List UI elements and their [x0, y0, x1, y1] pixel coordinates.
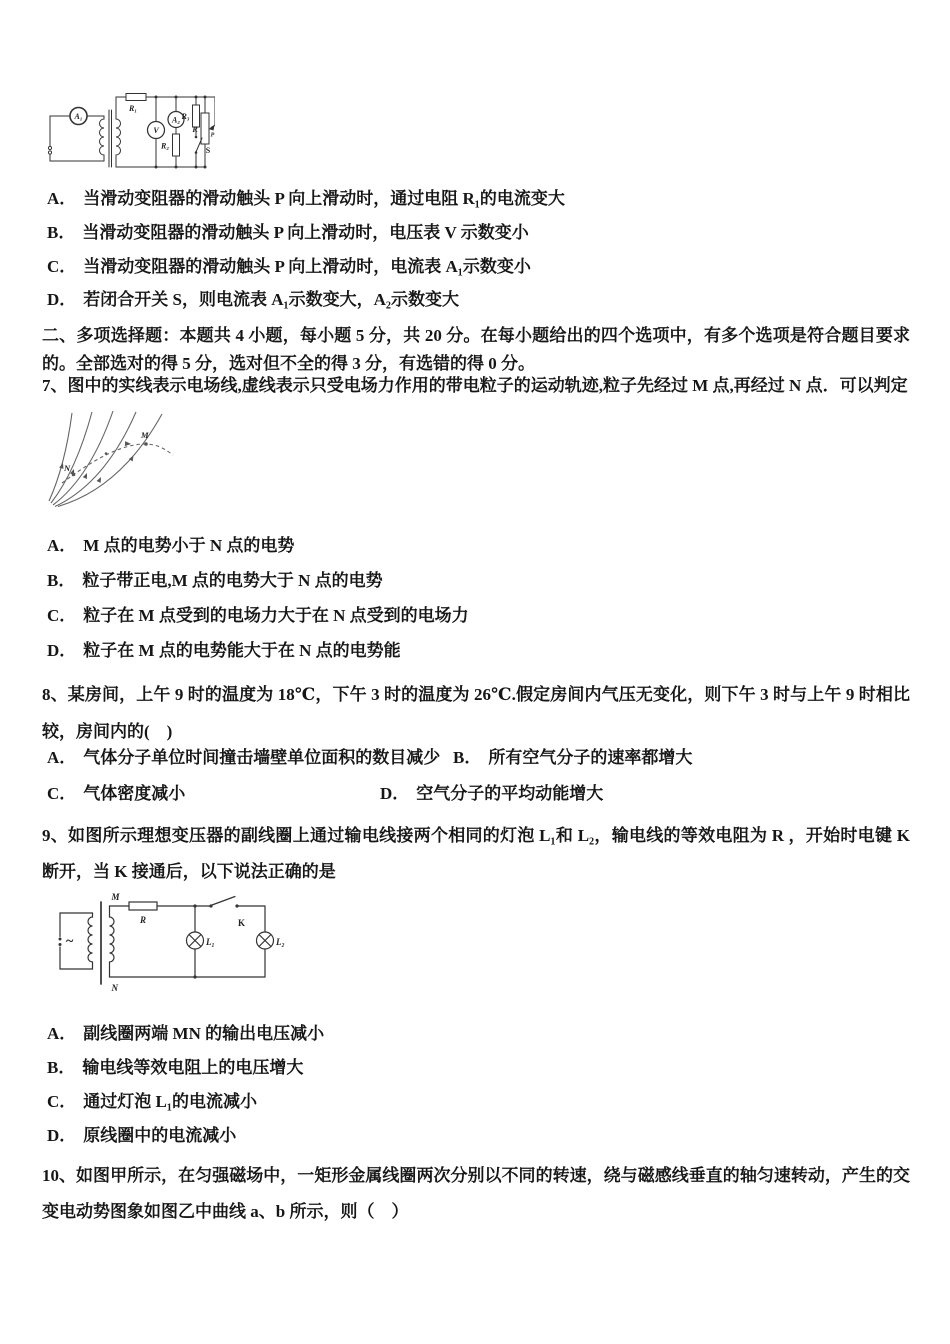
option-text: 原线圈中的电流减小	[83, 1126, 237, 1145]
field-line-2	[51, 412, 92, 503]
label-m: M	[141, 430, 149, 440]
option-letter: D．	[47, 641, 77, 660]
point-n-dot	[72, 473, 76, 477]
question-10-stem: 10、如图甲所示，在匀强磁场中，一矩形金属线圈两次分别以不同的转速，绕与磁感线垂直的轴匀速转动，产生的交变电动势图象如图乙中曲线 a、b 所示，则（ ）	[42, 1166, 910, 1221]
option-7d	[47, 641, 401, 661]
field-lines-figure	[45, 407, 205, 507]
primary-coil	[50, 116, 104, 161]
line-resistance-r-symbol	[129, 902, 157, 910]
option-7c	[47, 606, 469, 626]
option-text: 粒子在 M 点受到的电场力大于在 N 点受到的电场力	[83, 606, 469, 625]
source-terminal-top	[48, 146, 51, 149]
option-7a	[47, 536, 294, 556]
label-r2: R₂	[160, 141, 170, 151]
option-letter: B．	[47, 1058, 76, 1077]
option-letter: A．	[47, 189, 77, 208]
option-text: 若闭合开关 S，则电流表 A₁示数变大，A₂示数变大	[83, 290, 459, 309]
option-text: 粒子带正电,M 点的电势大于 N 点的电势	[82, 571, 383, 590]
option-letter: D．	[47, 1126, 77, 1145]
option-letter: B．	[453, 748, 482, 767]
option-letter: C．	[47, 257, 77, 276]
option-text: 气体分子单位时间撞击墙壁单位面积的数目减少	[83, 748, 441, 767]
field-arrow-3	[83, 472, 89, 479]
option-8b	[453, 748, 692, 768]
source-terminal-bottom	[48, 151, 51, 154]
option-text: 粒子在 M 点的电势能大于在 N 点的电势能	[83, 641, 401, 660]
option-text: 当滑动变阻器的滑动触头 P 向上滑动时，电压表 V 示数变小	[82, 223, 529, 242]
secondary-coil	[116, 97, 121, 167]
option-text: 所有空气分子的速率都增大	[488, 748, 693, 767]
field-line-3	[53, 411, 113, 505]
resistor-r2-symbol	[173, 134, 180, 156]
option-8c	[47, 784, 185, 804]
label-slider-p: P	[210, 132, 215, 139]
option-8d	[380, 784, 603, 804]
option-text: 输电线等效电阻上的电压增大	[82, 1058, 304, 1077]
label-l1: L₁	[206, 937, 215, 947]
label-switch-s: S	[205, 146, 211, 155]
question-8-stem: 8、某房间，上午 9 时的温度为 18℃，下午 3 时的温度为 26℃.假定房间内气压无变化，则下午 3 时与上午 9 时相比较，房间内的( )	[42, 685, 910, 741]
option-6d	[47, 290, 459, 310]
option-9c	[47, 1092, 257, 1112]
label-voltmeter: V	[153, 126, 159, 135]
switch-k-blade	[212, 897, 235, 906]
label-n: N	[64, 463, 71, 473]
label-rheostat-r: R	[192, 125, 198, 134]
option-letter: C．	[47, 784, 77, 803]
option-letter: D．	[380, 784, 410, 803]
option-text: 当滑动变阻器的滑动触头 P 向上滑动时，电流表 A₁示数变小	[83, 257, 531, 276]
primary-coil	[60, 913, 93, 969]
resistor-r3-symbol	[193, 105, 200, 127]
secondary-coil	[110, 906, 115, 977]
option-7b	[47, 571, 383, 591]
question-9-stem: 9、如图所示理想变压器的副线圈上通过输电线接两个相同的灯泡 L₁和 L₂，输电线的等效电阻为 R ，开始时电键 K 断开，当 K 接通后，以下说法正确的是	[42, 826, 910, 881]
label-a1: A₁	[74, 112, 83, 121]
resistor-r1-symbol	[126, 94, 146, 101]
option-9a	[47, 1024, 324, 1044]
label-r1: R₁	[128, 104, 138, 113]
option-text: 空气分子的平均动能增大	[416, 784, 604, 803]
label-l2: L₂	[276, 937, 285, 947]
option-6c	[47, 257, 531, 277]
option-text: M 点的电势小于 N 点的电势	[83, 536, 295, 555]
option-9b	[47, 1058, 303, 1078]
option-letter: A．	[47, 536, 77, 555]
option-text: 通过灯泡 L₁的电流减小	[83, 1092, 257, 1111]
rheostat-r-symbol	[201, 113, 209, 144]
option-letter: C．	[47, 1092, 77, 1111]
label-a2: A₂	[171, 115, 181, 125]
option-letter: D．	[47, 290, 77, 309]
field-line-5	[58, 414, 162, 507]
lamp-l1-cross	[189, 935, 201, 947]
field-line-1	[49, 413, 72, 501]
lamp-l2-cross	[259, 935, 271, 947]
transformer-core	[109, 110, 112, 167]
field-arrow-4	[97, 476, 103, 483]
label-m: M	[111, 892, 120, 902]
option-text: 当滑动变阻器的滑动触头 P 向上滑动时，通过电阻 R₁的电流变大	[83, 189, 565, 208]
question-7-stem: 7、图中的实线表示电场线,虚线表示只受电场力作用的带电粒子的运动轨迹,粒子先经过 M 点,再经过 N 点．可以判定	[42, 376, 908, 395]
particle-trajectory	[62, 444, 173, 483]
option-letter: A．	[47, 748, 77, 767]
section-2-heading: 二、多项选择题：本题共 4 小题，每小题 5 分，共 20 分。在每小题给出的四个选项中，有多个选项是符合题目要求的。全部选对的得 5 分，选对但不全的得 3 分，有选错的得 0 分。	[42, 326, 910, 373]
label-ac-source: ~	[66, 934, 74, 949]
option-letter: C．	[47, 606, 77, 625]
option-9d	[47, 1126, 236, 1146]
source-terminal-top	[59, 938, 62, 941]
option-text: 气体密度减小	[83, 784, 186, 803]
transformer-meters-circuit-figure	[40, 86, 215, 178]
option-letter: A．	[47, 1024, 77, 1043]
option-text: 副线圈两端 MN 的输出电压减小	[83, 1024, 325, 1043]
label-r: R	[140, 915, 147, 925]
source-terminal-bottom	[59, 943, 62, 946]
option-6a	[47, 189, 565, 209]
label-k: K	[238, 918, 246, 928]
slider-wire	[211, 97, 215, 128]
point-m-dot	[144, 442, 148, 446]
option-6b	[47, 223, 529, 243]
option-8a	[47, 748, 440, 768]
option-letter: B．	[47, 223, 76, 242]
transformer-lamps-circuit-figure	[45, 888, 290, 994]
label-n: N	[111, 983, 118, 993]
option-letter: B．	[47, 571, 76, 590]
label-r3: R₃	[181, 112, 190, 121]
